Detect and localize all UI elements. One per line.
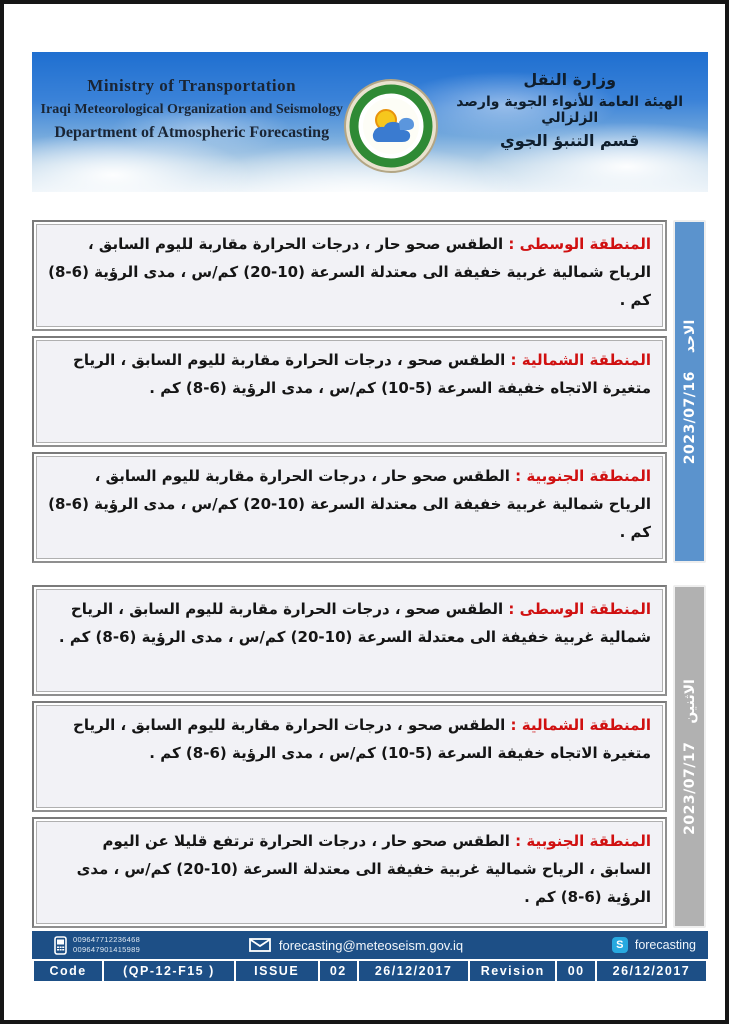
logo-icon [343, 78, 439, 174]
forecast-text [48, 596, 651, 652]
date-tab-sunday [673, 220, 706, 563]
skype-icon: S [612, 937, 628, 953]
forecast-text [48, 347, 651, 403]
date-tab-label [682, 679, 698, 835]
forecast-body: الطقس صحو ، درجات الحرارة مقاربة لليوم السابق ، الرياح متغيرة الاتجاه خفيفة السرعة (5-10) كم/س ، مدى الرؤية (6-8) كم . [73, 351, 651, 397]
day-date: 2023/07/16 [681, 370, 698, 464]
issue-cell-date: 26/12/2017 [359, 961, 470, 981]
skype-handle: forecasting [634, 938, 696, 952]
forecast-box-northern [32, 336, 667, 447]
region-label: المنطقة الجنوبية : [509, 832, 651, 850]
header-banner [32, 52, 708, 192]
document-page [4, 4, 725, 983]
phone-icon [54, 936, 67, 955]
ministry-title-en: Ministry of Transportation [87, 76, 297, 95]
region-label: المنطقة الوسطى : [503, 600, 651, 618]
email-address[interactable]: forecasting@meteoseism.gov.iq [278, 937, 464, 953]
header-english-block [40, 76, 343, 142]
issue-cell-label: ISSUE [236, 961, 320, 981]
forecast-box-southern [32, 452, 667, 563]
revision-cell-label: Revision [470, 961, 557, 981]
forecast-box-central [32, 220, 667, 331]
contact-bar [32, 931, 708, 959]
forecast-text [48, 828, 651, 911]
day-name: الاثنين [681, 678, 698, 724]
ministry-title-ar: وزارة النقل [523, 70, 617, 89]
forecast-body: الطقس صحو حار ، درجات الحرارة مقاربة لليوم السابق ، الرياح شمالية غربية خفيفة الى معتدلة السرعة (10-20) كم/س ، مدى الرؤية (6-8) كم . [48, 235, 651, 309]
department-title-en: Department of Atmospheric Forecasting [54, 124, 330, 141]
forecast-boxes-sunday [32, 220, 667, 563]
forecast-body: الطقس صحو ، درجات الحرارة مقاربة لليوم السابق ، الرياح متغيرة الاتجاه خفيفة السرعة (5-10) كم/س ، مدى الرؤية (6-8) كم . [73, 716, 651, 762]
revision-cell-date: 26/12/2017 [612, 964, 691, 978]
code-cell-label: Code [34, 961, 104, 981]
phone-number-2: 009647901415989 [73, 945, 141, 954]
forecast-body: الطقس صحو ، درجات الحرارة مقاربة لليوم السابق ، الرياح شمالية غربية خفيفة الى معتدلة السرعة (10-20) كم/س ، مدى الرؤية (6-8) كم . [58, 600, 651, 646]
phone-contact [54, 935, 140, 955]
phone-numbers [73, 935, 140, 955]
forecast-group-monday [32, 585, 709, 928]
date-tab-label [682, 319, 698, 464]
issue-cell-number: 02 [320, 961, 360, 981]
forecast-text [48, 712, 651, 768]
code-bar [32, 959, 708, 983]
forecast-body: الطقس صحو حار ، درجات الحرارة ترتفع قليلا عن اليوم السابق ، الرياح شمالية غربية خفيفة الى معتدلة السرعة (10-20) كم/س ، مدى الرؤية (6-8) كم . [76, 832, 651, 906]
forecast-box-northern [32, 701, 667, 812]
day-name: الاحد [681, 319, 698, 353]
department-title-ar: قسم التنبؤ الجوي [500, 131, 640, 150]
forecast-text [48, 231, 651, 314]
forecast-body: الطقس صحو حار ، درجات الحرارة مقاربة لليوم السابق ، الرياح شمالية غربية خفيفة الى معتدلة السرعة (10-20) كم/س ، مدى الرؤية (6-8) كم . [48, 467, 651, 541]
forecast-box-southern [32, 817, 667, 928]
skype-contact [612, 937, 696, 953]
header-arabic-block [439, 70, 700, 150]
email-contact [249, 938, 463, 953]
day-date: 2023/07/17 [681, 741, 698, 835]
region-label: المنطقة الجنوبية : [509, 467, 651, 485]
forecast-boxes-monday [32, 585, 667, 928]
region-label: المنطقة الشمالية : [505, 351, 651, 369]
phone-number-1: 009647712236468 [73, 934, 141, 944]
revision-cell-number: 00 [557, 961, 597, 981]
envelope-icon [249, 938, 271, 952]
forecast-box-central [32, 585, 667, 696]
date-tab-monday [673, 585, 706, 928]
region-label: المنطقة الشمالية : [505, 716, 651, 734]
code-cell-value: (QP-12-F15 ) [104, 961, 236, 981]
forecast-text [48, 463, 651, 546]
organization-logo [343, 78, 439, 178]
region-label: المنطقة الوسطى : [503, 235, 651, 253]
organization-title-en: Iraqi Meteorological Organization and Seismology [40, 102, 343, 117]
forecast-group-sunday [32, 220, 709, 563]
organization-title-ar: الهيئة العامة للأنواء الجوية وارصد الزلزالي [456, 94, 684, 126]
